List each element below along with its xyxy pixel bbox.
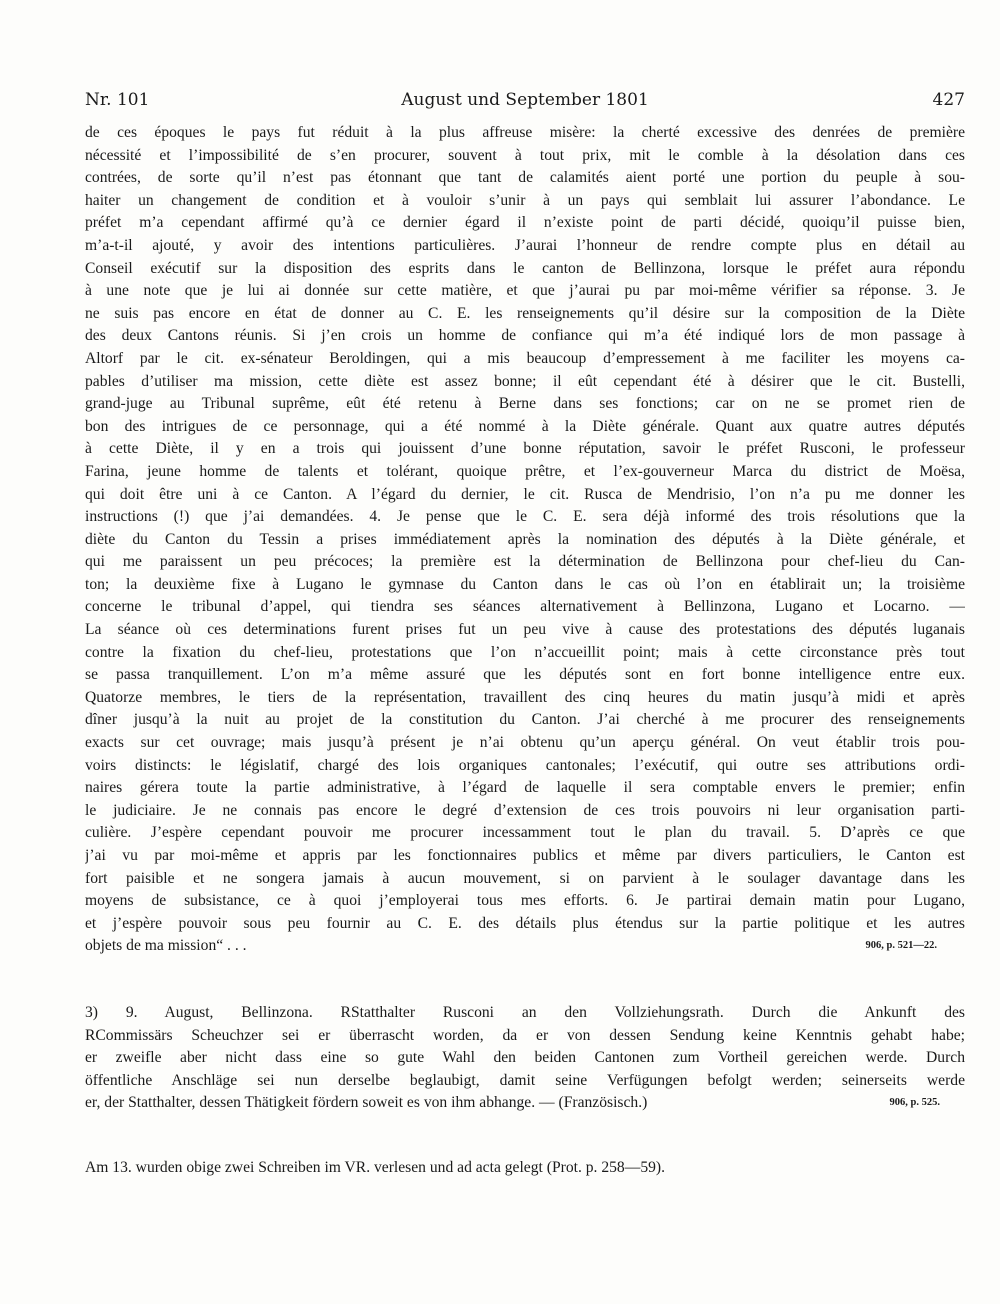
footnote-line: 3) 9. August, Bellinzona. RStatthalter Rusconi an den Vollziehungsrath. Durch die Ankunft des [85,1004,965,1021]
text-line: le judiciaire. Je ne connais pas encore le degré d’extension de ces trois pouvoirs ni leur organisation parti- [85,801,965,819]
text-line: ton; la deuxième fixe à Lugano le gymnase du Canton dans le cas où l’on en établirait un; la troisième [85,575,965,593]
text-line: fort paisible et ne songera jamais à aucun mouvement, si on parvient à le soulager davantage dans les [85,869,965,887]
text-line: qui doit être uni à ce Canton. A l’égard du dernier, le cit. Rusca de Mendrisio, l’on n’a pu me donner les [85,485,965,503]
text-line: Conseil exécutif sur la disposition des esprits dans le canton de Bellinzona, lorsque le préfet aura répondu [85,259,965,277]
running-title: August und September 1801 [401,90,649,110]
final-line-text: objets de ma mission“ . . . [85,937,247,955]
text-line: nécessité et l’impossibilité de s’en procurer, souvent à tout prix, mit le comble à la désolation dans ces [85,146,965,164]
page-number: 427 [932,90,965,110]
footnote-source-reference: 906, p. 525. [889,1097,940,1109]
text-line: ne suis pas encore en état de donner au C. E. les renseignements qu’il désire sur la composition de la Diète [85,304,965,322]
text-line: et j’espère pouvoir sous peu fournir au C. E. des détails plus étendus sur la partie politique et les autres [85,914,965,932]
text-line-final [85,935,965,958]
text-line: qui me paraissent un peu précoces; la première est la détermination de Bellinzona pour chef-lieu du Can- [85,553,965,571]
document-number: Nr. 101 [85,90,150,110]
footnote-final-text: er, der Statthalter, dessen Thätigkeit fördern soweit es von ihm abhange. — (Französisch.) [85,1094,648,1112]
main-text [85,122,965,958]
text-line: voirs distincts: le législatif, chargé des lois organiques cantonales; l’exécutif, qui outre ses attributions ordi- [85,756,965,774]
footnote-line: öffentliche Anschläge sei nun derselbe beglaubigt, damit seine Verfügungen befolgt werden; seinerseits werde [85,1071,965,1089]
footnote-line-final [85,1092,965,1115]
text-line: se passa tranquillement. L’on m’a même assuré que les députés sont en fort bonne intelligence entre eux. [85,666,965,684]
text-line: Altorf par le cit. ex-sénateur Beroldingen, qui a mis beaucoup d’empressement à me faciliter les moyens ca- [85,349,965,367]
footnote-line: RCommissärs Scheuchzer sei er überrascht worden, da er von dessen Sendung keine Kenntnis gehabt habe; [85,1026,965,1044]
running-head [85,88,965,112]
source-reference: 906, p. 521—22. [865,940,937,952]
text-line: préfet m’a cependant affirmé qu’à ce dernier égard il n’existe point de parti décidé, quoiqu’il puisse bien, [85,214,965,232]
text-line: bon des intrigues de ce personnage, qui a été nommé à la Diète générale. Quant aux quatre autres députés [85,417,965,435]
text-line: instructions (!) que j’ai demandées. 4. Je pense que le C. E. sera déjà informé des trois résolutions que la [85,508,965,526]
text-line: j’ai vu par moi-même et appris par les fonctionnaires publics et même par divers particuliers, le Canton est [85,847,965,864]
text-line: culière. J’espère cependant pouvoir me procurer incessamment tout le plan du travail. 5. D’après ce que [85,824,965,842]
text-line: Quatorze membres, le tiers de la représentation, travaillent des cinq heures du matin jusqu’à midi et après [85,688,965,706]
text-line: grand-juge au Tribunal suprême, eût été retenu à Berne dans ses fonctions; car on ne se promet rien de [85,395,965,413]
closing-note: Am 13. wurden obige zwei Schreiben im VR. verlesen und ad acta gelegt (Prot. p. 258—59). [85,1159,666,1176]
text-line: haiter un changement de condition et à vouloir s’unir à un pays qui semblait lui assurer l’abondance. Le [85,191,965,209]
text-line: Farina, jeune homme de talents et tolérant, quoique prêtre, et l’ex-gouverneur Marca du district de Moësa, [85,462,965,480]
text-line: des deux Cantons réunis. Si j’en crois un homme de confiance qui m’a été indiqué lors de mon passage à [85,327,965,345]
text-line: La séance où ces determinations furent prises fut un peu vive à cause des protestations des députés luganais [85,621,965,639]
text-line: concerne le tribunal d’appel, qui tiendra ses séances alternativement à Bellinzona, Lugano et Locarno. — [85,598,965,616]
footnote-line: er zweifle aber nicht dass eine so gute Wahl den beiden Cantonen zum Vortheil gereichen werde. Durch [85,1049,965,1067]
text-line: dîner jusqu’à la nuit au projet de la constitution du Canton. J’ai cherché à me procurer des renseignements [85,711,965,729]
footnote-text [85,1002,965,1115]
text-line: naires gérera toute la partie administrative, à l’égard de laquelle il sera comptable envers le premier; enfin [85,779,965,797]
text-line: à cette Diète, il y en a trois qui jouissent d’une bonne réputation, savoir le préfet Rusconi, le professeur [85,440,965,458]
text-line: pables d’utiliser ma mission, cette diète est assez bonne; il eût cependant été à désirer que le cit. Bustelli, [85,372,965,390]
text-line: m’a-t-il ajouté, y avoir des intentions particulières. J’aurai l’honneur de rendre compte plus en détail au [85,236,965,254]
text-line: contrées, de sorte qu’il n’est pas étonnant que tant de calamités aient porté une portion du peuple à sou- [85,169,965,187]
text-line: diète du Canton du Tessin a prises immédiatement après la nomination des députés à la Diète générale, et [85,530,965,548]
text-line: de ces époques le pays fut réduit à la plus affreuse misère: la cherté excessive des denrées de première [85,124,965,141]
text-line: exacts sur cet ouvrage; mais jusqu’à présent je n’ai obtenu qu’un aperçu général. On veut établir trois pou- [85,734,965,752]
text-line: moyens de subsistance, ce à quoi j’employerai tous mes efforts. 6. Je partirai demain matin pour Lugano, [85,892,965,910]
text-line: à une note que je lui ai donnée sur cette matière, et que j’aurai pu par moi-même vérifier sa réponse. 3. Je [85,282,965,300]
text-line: contre la fixation du chef-lieu, protestations que l’on n’accueillit point; mais à cette circonstance près tout [85,643,965,661]
